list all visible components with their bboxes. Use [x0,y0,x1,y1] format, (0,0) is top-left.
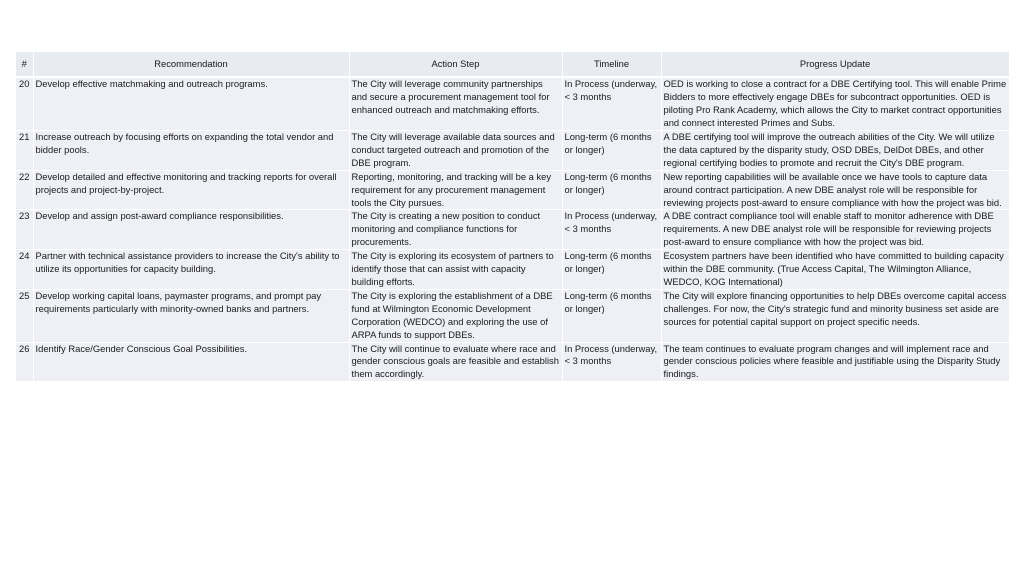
action-step-cell: The City is exploring the establishment of a DBE fund at Wilmington Economic Development Corporation (WEDCO) and exploring the use of ARPA funds to support DBEs. [349,289,562,342]
table-header-row [16,52,1009,77]
timeline-cell: Long-term (6 months or longer) [562,250,661,290]
table-row [16,250,1009,290]
header-timeline: Timeline [562,52,661,77]
table-row [16,210,1009,250]
action-step-cell: Reporting, monitoring, and tracking will be a key requirement for any procurement management tools the City pursues. [349,170,562,210]
progress-update-cell: The team continues to evaluate program changes and will implement race and gender conscious policies where feasible and justifiable using the Disparity Study findings. [661,342,1009,382]
row-number: 25 [16,289,33,342]
table-row [16,289,1009,342]
timeline-cell: Long-term (6 months or longer) [562,289,661,342]
progress-update-cell: Ecosystem partners have been identified who have committed to building capacity within the DBE community. (True Access Capital, The Wilmington Alliance, WEDCO, KOG International) [661,250,1009,290]
action-step-cell: The City will continue to evaluate where race and gender conscious goals are feasible and establish them accordingly. [349,342,562,382]
action-step-cell: The City will leverage community partnerships and secure a procurement management tool for enhanced outreach and matchmaking efforts. [349,77,562,131]
recommendations-table [16,52,1010,382]
recommendation-cell: Develop effective matchmaking and outreach programs. [33,77,349,131]
header-action-step: Action Step [349,52,562,77]
progress-update-cell: OED is working to close a contract for a DBE Certifying tool. This will enable Prime Bidders to more effectively engage DBEs for subcontract opportunities. OED is piloting Pro Rank Academy, which allows the City to market contract opportunities and connect interested Primes and Subs. [661,77,1009,131]
row-number: 21 [16,131,33,171]
progress-update-cell: The City will explore financing opportunities to help DBEs overcome capital access challenges. For now, the City's strategic fund and minority business set aside are sources for potential capital support on project specific needs. [661,289,1009,342]
row-number: 24 [16,250,33,290]
table-row [16,342,1009,382]
timeline-cell: In Process (underway, < 3 months [562,77,661,131]
table-row [16,77,1009,131]
row-number: 20 [16,77,33,131]
recommendation-cell: Develop and assign post-award compliance responsibilities. [33,210,349,250]
action-step-cell: The City is creating a new position to conduct monitoring and compliance functions for procurements. [349,210,562,250]
row-number: 22 [16,170,33,210]
timeline-cell: Long-term (6 months or longer) [562,170,661,210]
table-row [16,170,1009,210]
timeline-cell: Long-term (6 months or longer) [562,131,661,171]
timeline-cell: In Process (underway, < 3 months [562,342,661,382]
header-number: # [16,52,33,77]
recommendation-cell: Develop detailed and effective monitoring and tracking reports for overall projects and project-by-project. [33,170,349,210]
header-progress-update: Progress Update [661,52,1009,77]
timeline-cell: In Process (underway, < 3 months [562,210,661,250]
progress-update-cell: New reporting capabilities will be available once we have tools to capture data around contract participation. A new DBE analyst role will be responsible for reviewing projects post-award to ensure compliance with how the project was bid. [661,170,1009,210]
table-row [16,131,1009,171]
header-recommendation: Recommendation [33,52,349,77]
recommendation-cell: Identify Race/Gender Conscious Goal Possibilities. [33,342,349,382]
row-number: 23 [16,210,33,250]
recommendation-cell: Develop working capital loans, paymaster programs, and prompt pay requirements particularly with minority-owned banks and partners. [33,289,349,342]
recommendation-cell: Increase outreach by focusing efforts on expanding the total vendor and bidder pools. [33,131,349,171]
progress-update-cell: A DBE contract compliance tool will enable staff to monitor adherence with DBE requirements. A new DBE analyst role will be responsible for reviewing projects post-award to ensure compliance with how the project was bid. [661,210,1009,250]
row-number: 26 [16,342,33,382]
action-step-cell: The City is exploring its ecosystem of partners to identify those that can assist with capacity building efforts. [349,250,562,290]
action-step-cell: The City will leverage available data sources and conduct targeted outreach and promotion of the DBE program. [349,131,562,171]
progress-update-cell: A DBE certifying tool will improve the outreach abilities of the City. We will utilize the data captured by the disparity study, OSD DBEs, DelDot DBEs, and other regional certifying bodies to promote and recruit the City's DBE program. [661,131,1009,171]
recommendation-cell: Partner with technical assistance providers to increase the City's ability to utilize its opportunities for capacity building. [33,250,349,290]
